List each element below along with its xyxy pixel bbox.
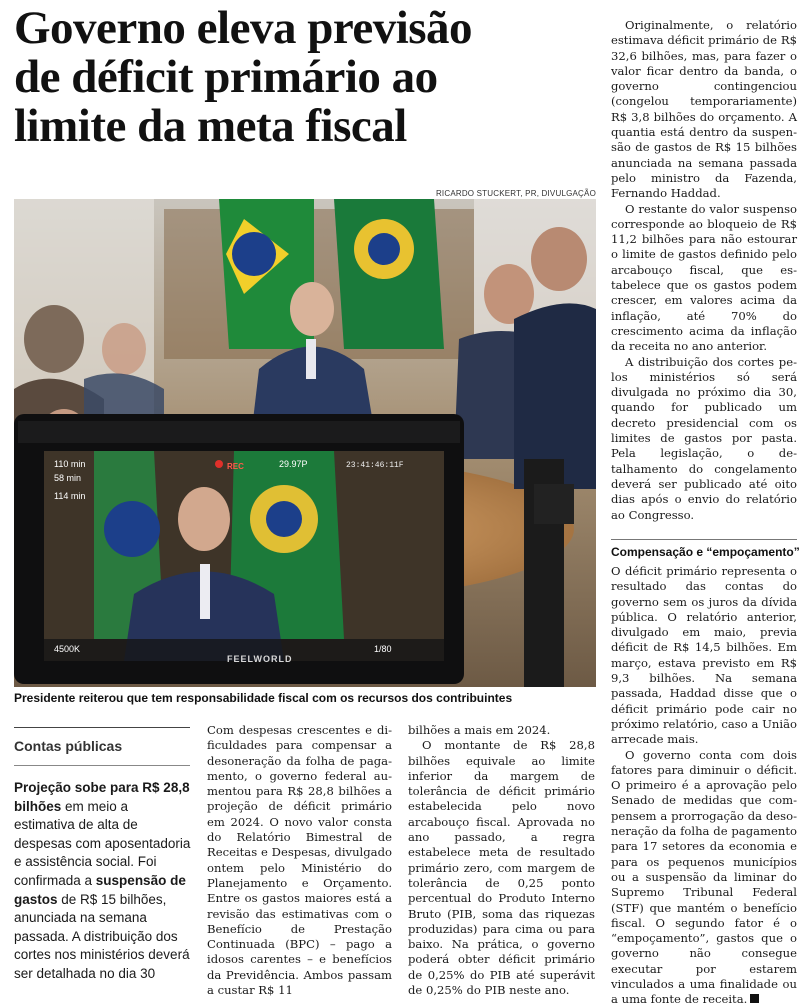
- photo-caption: Presidente reiterou que tem responsabilidade fiscal com os recursos dos contribuintes: [14, 691, 513, 705]
- photo-illustration: [14, 199, 596, 687]
- article-paragraph: O governo conta com dois fatores para diminuir o déficit. O primeiro é a aprovação pelo Senado de medidas que compensem a prorrogação da desoneração da folha de pagamento para 17 setores da economia e para os pequenos municípios ou a suspensão da liminar do Supremo Tribunal Federal (STF) que mantém o benefício fiscal. O segundo fator é o “empoçamento”, gastos que o governo não consegue executar por estarem vinculados a uma finalidade ou a uma fonte de receita.: [611, 747, 797, 1007]
- headline-line-2: de déficit primário ao: [14, 51, 438, 103]
- sidebar-text-1: em meio a estimativa de alta de despesas com aposentadoria e assistência social. Foi confirmada a: [14, 798, 191, 888]
- svg-text:4500K: 4500K: [54, 644, 81, 654]
- article-paragraph: Originalmente, o relatório estimava déficit primário de R$ 32,6 bilhões, mas, para fazer o valor ficar dentro da banda, o governo contingenciou (congelou temporariamente) R$ 3,8 bilhões do orçamento. A quantia está dentro da suspensão de gastos de R$ 15 bilhões anunciada na semana passada pelo ministro da Fazenda, Fernando Haddad.: [611, 18, 797, 201]
- photo-credit: RICARDO STUCKERT, PR, DIVULGAÇÃO: [435, 189, 596, 198]
- sidebar-summary: [14, 779, 192, 984]
- monitor-rec-indicator: REC: [227, 462, 244, 471]
- sidebar-highlight-suspension: suspensão de gastos: [14, 872, 186, 907]
- article-column-3-top: [611, 18, 797, 523]
- article-subhead: Compensação e “empoçamento”: [611, 545, 800, 559]
- sidebar-text-2: de R$ 15 bilhões, anunciada na semana passada. A distribuição dos cortes nos ministérios deverá ser detalhada no dia 30: [14, 891, 190, 981]
- article-paragraph: O montante de R$ 28,8 bilhões equivale ao limite inferior da margem de tolerância de déficit primário estabelecida pelo novo arcabouço fiscal. Aprovada no ano passado, a regra estabelece meta de resultado primário zero, com margem de tolerância de 0,25 ponto percentual do Produto Interno Bruto (PIB, soma das riquezas produzidas) para cima ou para baixo. Na prática, o governo poderá obter déficit primário de 0,25% do PIB até superávit de 0,25% do PIB neste ano.: [408, 738, 595, 998]
- article-paragraph: A distribuição dos cortes pelos ministérios só será divulgada no próximo dia 30, quando for publicado um decreto presidencial com os limites de gastos por pasta. Pela legislação, o detalhamento do congelamento deverá ser publicado até oito dias após o envio do relatório ao Congresso.: [611, 354, 797, 522]
- sidebar-divider: [14, 765, 190, 766]
- sidebar-highlight-projection: Projeção sobe para R$ 28,8 bilhões: [14, 780, 190, 814]
- article-paragraph: Com despesas crescentes e dificuldades para compensar a desoneração da folha de pagamento, o governo federal aumentou para R$ 28,8 bilhões a projeção de déficit primário em 2024. O novo valor consta do Relatório Bimestral de Receitas e Despesas, divulgado ontem pelo Ministério do Planejamento e Orçamento. Entre os gastos maiores está a revisão das estimativas com o Benefício de Prestação Continuada (BPC) – pago a idosos carentes – e benefícios da Previdência. Ambos passam a custar R$ 11: [207, 723, 392, 998]
- article-column-2: [408, 723, 595, 998]
- sidebar-title: Contas públicas: [14, 738, 123, 754]
- monitor-brand: FEELWORLD: [227, 654, 293, 664]
- article-paragraph: O restante do valor suspenso corresponde ao bloqueio de R$ 11,2 bilhões para não estourar o limite de gastos definido pelo arcabouço fiscal, que estabelece que os gastos podem crescer, em valores acima da inflação, até 70% do crescimento acima da inflação da receita no ano anterior.: [611, 201, 797, 354]
- end-of-article-mark: [750, 994, 759, 1003]
- sidebar-top-rule: [14, 727, 190, 728]
- headline-line-1: Governo eleva previsão: [14, 2, 473, 54]
- monitor-timecode: 23:41:46:11F: [346, 461, 404, 470]
- subhead-rule: [611, 539, 797, 540]
- svg-text:29.97P: 29.97P: [279, 459, 308, 469]
- headline-line-3: limite da meta fiscal: [14, 100, 407, 152]
- svg-text:1/80: 1/80: [374, 644, 392, 654]
- article-column-1: [207, 723, 392, 998]
- article-paragraph: O déficit primário representa o resultado das contas do governo sem os juros da dívida pública. O relatório anterior, divulgado em maio, previa déficit de R$ 14,5 bilhões. Em março, estava previsto em R$ 9,3 bilhões. Na semana passada, Haddad disse que o déficit primário pode cair no próximo relatório, caso a União arrecade mais.: [611, 564, 797, 747]
- article-paragraph-last: [611, 748, 797, 1008]
- headline: [14, 4, 614, 151]
- news-photo: [14, 199, 596, 687]
- svg-text:114 min: 114 min: [54, 491, 86, 501]
- article-paragraph: bilhões a mais em 2024.: [408, 723, 551, 737]
- svg-text:110 min: 110 min: [54, 459, 86, 469]
- article-column-3-bottom: [611, 564, 797, 1008]
- svg-text:58 min: 58 min: [54, 473, 82, 483]
